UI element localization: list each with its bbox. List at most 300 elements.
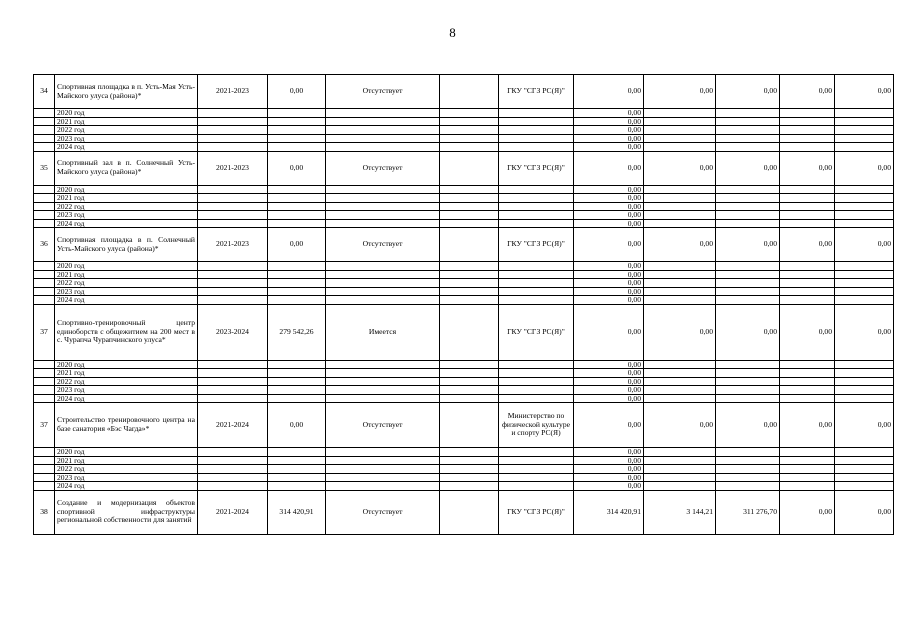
empty-cell (644, 287, 716, 296)
empty-cell (34, 262, 55, 271)
year-row (34, 448, 894, 457)
empty-cell (326, 143, 440, 152)
empty-cell (644, 262, 716, 271)
year-total: 0,00 (574, 456, 644, 465)
empty-cell (780, 211, 835, 220)
empty-cell (499, 369, 574, 378)
empty-cell (780, 109, 835, 118)
empty-cell (835, 262, 894, 271)
empty-cell (198, 386, 268, 395)
period-cell: 2021-2023 (198, 228, 268, 262)
empty-cell (268, 219, 326, 228)
value-cell: 0,00 (780, 75, 835, 109)
year-row (34, 134, 894, 143)
empty-cell (644, 473, 716, 482)
empty-cell (716, 386, 780, 395)
empty-cell (835, 109, 894, 118)
object-name: Спортивный зал в п. Солнечный Усть-Майского улуса (района)* (55, 151, 198, 185)
row-number: 34 (34, 75, 55, 109)
empty-cell (326, 456, 440, 465)
table-row (34, 490, 894, 534)
empty-cell (716, 117, 780, 126)
empty-cell (326, 194, 440, 203)
value-cell: 0,00 (835, 75, 894, 109)
empty-cell (499, 394, 574, 403)
year-total: 0,00 (574, 143, 644, 152)
cost-cell: 0,00 (268, 75, 326, 109)
empty-cell (440, 369, 499, 378)
empty-cell (780, 117, 835, 126)
year-total: 0,00 (574, 369, 644, 378)
customer-cell: ГКУ "СГЗ РС(Я)" (499, 151, 574, 185)
empty-cell (716, 360, 780, 369)
empty-cell (780, 270, 835, 279)
year-row (34, 386, 894, 395)
row-number: 37 (34, 304, 55, 360)
empty-cell (34, 211, 55, 220)
empty-cell (198, 296, 268, 305)
empty-cell (835, 377, 894, 386)
empty-cell (644, 194, 716, 203)
empty-cell (326, 270, 440, 279)
cost-cell: 314 420,91 (268, 490, 326, 534)
empty-cell (440, 194, 499, 203)
year-row (34, 377, 894, 386)
empty-cell (499, 465, 574, 474)
empty-cell (268, 386, 326, 395)
empty-cell (835, 482, 894, 491)
empty-cell (34, 448, 55, 457)
empty-cell (499, 194, 574, 203)
empty-cell (499, 117, 574, 126)
empty-cell (440, 143, 499, 152)
empty-cell (34, 369, 55, 378)
empty-cell (440, 482, 499, 491)
value-cell: 0,00 (716, 75, 780, 109)
year-row (34, 202, 894, 211)
empty-cell (716, 143, 780, 152)
year-label: 2021 год (55, 270, 198, 279)
empty-cell (440, 185, 499, 194)
empty-cell (499, 211, 574, 220)
empty-cell (440, 456, 499, 465)
year-row (34, 126, 894, 135)
object-name: Спортивно-тренировочный центр единоборств с общежитием на 200 мест в с. Чурапча Чурапчинского улуса* (55, 304, 198, 360)
empty-cell (716, 473, 780, 482)
row-number: 36 (34, 228, 55, 262)
empty-cell (34, 482, 55, 491)
year-row (34, 473, 894, 482)
year-row (34, 287, 894, 296)
empty-cell (835, 394, 894, 403)
empty-cell (268, 456, 326, 465)
period-cell: 2021-2024 (198, 403, 268, 448)
empty-cell (34, 296, 55, 305)
empty-cell (780, 296, 835, 305)
empty-cell (644, 134, 716, 143)
empty-cell (34, 377, 55, 386)
page-number: 8 (449, 25, 456, 40)
empty-cell (198, 287, 268, 296)
empty-cell (780, 185, 835, 194)
empty-cell (34, 126, 55, 135)
year-total: 0,00 (574, 109, 644, 118)
empty-cell (198, 377, 268, 386)
empty-cell (716, 279, 780, 288)
year-row (34, 369, 894, 378)
year-total: 0,00 (574, 377, 644, 386)
empty-cell (326, 202, 440, 211)
empty-cell (440, 262, 499, 271)
empty-cell (440, 202, 499, 211)
empty-cell (780, 377, 835, 386)
empty-cell (716, 211, 780, 220)
empty-cell (326, 126, 440, 135)
empty-cell (644, 296, 716, 305)
empty-cell (198, 270, 268, 279)
empty-cell (440, 117, 499, 126)
empty-cell (644, 270, 716, 279)
empty-cell (198, 456, 268, 465)
empty-cell (835, 287, 894, 296)
empty-cell (644, 126, 716, 135)
empty-cell (198, 211, 268, 220)
empty-cell (716, 185, 780, 194)
year-row (34, 296, 894, 305)
table-row (34, 151, 894, 185)
empty-cell (644, 185, 716, 194)
empty-cell (835, 369, 894, 378)
empty-cell (780, 456, 835, 465)
empty-cell (326, 473, 440, 482)
empty-cell (780, 482, 835, 491)
empty-cell (34, 109, 55, 118)
empty-cell (34, 287, 55, 296)
object-name: Спортивная площадка в п. Солнечный Усть-Майского улуса (района)* (55, 228, 198, 262)
customer-cell: ГКУ "СГЗ РС(Я)" (499, 228, 574, 262)
empty-cell (835, 448, 894, 457)
empty-cell (198, 262, 268, 271)
status-cell: Имеется (326, 304, 440, 360)
empty-cell (835, 386, 894, 395)
empty-cell (268, 109, 326, 118)
empty-cell (644, 143, 716, 152)
empty-cell (326, 369, 440, 378)
empty-cell (835, 143, 894, 152)
empty-cell (835, 117, 894, 126)
year-total: 0,00 (574, 117, 644, 126)
period-cell: 2023-2024 (198, 304, 268, 360)
empty-cell (268, 270, 326, 279)
empty-cell (326, 386, 440, 395)
empty-cell (499, 448, 574, 457)
empty-cell (499, 287, 574, 296)
empty-cell (268, 394, 326, 403)
value-cell: 0,00 (644, 403, 716, 448)
empty-cell (644, 386, 716, 395)
empty-cell (326, 287, 440, 296)
empty-cell (499, 482, 574, 491)
empty-cell (440, 219, 499, 228)
empty-cell (716, 219, 780, 228)
empty-cell (835, 194, 894, 203)
status-cell: Отсутствует (326, 151, 440, 185)
value-cell: 0,00 (835, 490, 894, 534)
empty-cell (34, 219, 55, 228)
empty-cell (499, 279, 574, 288)
empty-cell (644, 360, 716, 369)
value-cell: 0,00 (716, 403, 780, 448)
year-label: 2024 год (55, 296, 198, 305)
status-cell: Отсутствует (326, 403, 440, 448)
empty-cell (716, 262, 780, 271)
year-total: 0,00 (574, 202, 644, 211)
empty-cell (268, 360, 326, 369)
empty-cell (34, 134, 55, 143)
empty-cell (716, 394, 780, 403)
empty-cell (716, 194, 780, 203)
year-total: 0,00 (574, 279, 644, 288)
customer-cell: ГКУ "СГЗ РС(Я)" (499, 304, 574, 360)
empty-cell (440, 448, 499, 457)
value-cell: 0,00 (780, 490, 835, 534)
table-row (34, 403, 894, 448)
empty-cell (326, 448, 440, 457)
empty-cell (835, 211, 894, 220)
year-total: 0,00 (574, 473, 644, 482)
total-cell: 0,00 (574, 75, 644, 109)
status-cell: Отсутствует (326, 75, 440, 109)
empty-cell (326, 360, 440, 369)
empty-cell (440, 134, 499, 143)
empty-cell (34, 117, 55, 126)
cost-cell: 279 542,26 (268, 304, 326, 360)
year-row (34, 219, 894, 228)
blank-cell (440, 490, 499, 534)
year-row (34, 270, 894, 279)
status-cell: Отсутствует (326, 490, 440, 534)
value-cell: 0,00 (644, 228, 716, 262)
empty-cell (780, 386, 835, 395)
empty-cell (440, 386, 499, 395)
empty-cell (198, 143, 268, 152)
period-cell: 2021-2024 (198, 490, 268, 534)
year-total: 0,00 (574, 386, 644, 395)
year-row (34, 279, 894, 288)
empty-cell (780, 219, 835, 228)
customer-cell: ГКУ "СГЗ РС(Я)" (499, 75, 574, 109)
value-cell: 0,00 (780, 151, 835, 185)
empty-cell (499, 109, 574, 118)
year-total: 0,00 (574, 211, 644, 220)
empty-cell (499, 185, 574, 194)
year-label: 2021 год (55, 194, 198, 203)
year-row (34, 262, 894, 271)
empty-cell (440, 270, 499, 279)
empty-cell (440, 296, 499, 305)
empty-cell (34, 360, 55, 369)
empty-cell (835, 473, 894, 482)
empty-cell (34, 185, 55, 194)
empty-cell (326, 394, 440, 403)
object-name: Спортивная площадка в п. Усть-Мая Усть-Майского улуса (района)* (55, 75, 198, 109)
year-label: 2020 год (55, 185, 198, 194)
empty-cell (198, 219, 268, 228)
empty-cell (780, 262, 835, 271)
year-row (34, 465, 894, 474)
year-total: 0,00 (574, 134, 644, 143)
empty-cell (268, 369, 326, 378)
empty-cell (644, 377, 716, 386)
customer-cell: ГКУ "СГЗ РС(Я)" (499, 490, 574, 534)
empty-cell (644, 117, 716, 126)
empty-cell (644, 202, 716, 211)
empty-cell (780, 369, 835, 378)
blank-cell (440, 304, 499, 360)
empty-cell (268, 143, 326, 152)
blank-cell (440, 403, 499, 448)
value-cell: 0,00 (716, 228, 780, 262)
empty-cell (268, 482, 326, 491)
empty-cell (440, 109, 499, 118)
empty-cell (268, 211, 326, 220)
empty-cell (440, 279, 499, 288)
empty-cell (716, 369, 780, 378)
year-label: 2024 год (55, 143, 198, 152)
empty-cell (499, 386, 574, 395)
year-label: 2022 год (55, 377, 198, 386)
year-label: 2023 год (55, 134, 198, 143)
year-total: 0,00 (574, 465, 644, 474)
empty-cell (716, 126, 780, 135)
empty-cell (326, 109, 440, 118)
customer-cell: Министерство по физической культуре и спорту РС(Я) (499, 403, 574, 448)
empty-cell (198, 134, 268, 143)
empty-cell (835, 465, 894, 474)
total-cell: 0,00 (574, 304, 644, 360)
year-total: 0,00 (574, 126, 644, 135)
empty-cell (780, 465, 835, 474)
empty-cell (499, 143, 574, 152)
empty-cell (780, 448, 835, 457)
year-row (34, 185, 894, 194)
empty-cell (716, 448, 780, 457)
empty-cell (835, 185, 894, 194)
empty-cell (326, 211, 440, 220)
year-label: 2020 год (55, 360, 198, 369)
empty-cell (268, 194, 326, 203)
value-cell: 0,00 (780, 228, 835, 262)
empty-cell (198, 394, 268, 403)
empty-cell (326, 134, 440, 143)
value-cell: 3 144,21 (644, 490, 716, 534)
empty-cell (268, 117, 326, 126)
empty-cell (644, 482, 716, 491)
empty-cell (198, 465, 268, 474)
value-cell: 0,00 (835, 228, 894, 262)
empty-cell (499, 360, 574, 369)
year-row (34, 211, 894, 220)
empty-cell (268, 287, 326, 296)
year-row (34, 456, 894, 465)
empty-cell (198, 482, 268, 491)
empty-cell (835, 134, 894, 143)
year-label: 2022 год (55, 279, 198, 288)
empty-cell (644, 369, 716, 378)
year-row (34, 360, 894, 369)
empty-cell (268, 377, 326, 386)
empty-cell (499, 262, 574, 271)
year-total: 0,00 (574, 482, 644, 491)
year-label: 2023 год (55, 473, 198, 482)
year-total: 0,00 (574, 448, 644, 457)
period-cell: 2021-2023 (198, 151, 268, 185)
year-label: 2022 год (55, 465, 198, 474)
empty-cell (644, 211, 716, 220)
empty-cell (716, 270, 780, 279)
value-cell: 0,00 (716, 151, 780, 185)
empty-cell (835, 126, 894, 135)
empty-cell (780, 126, 835, 135)
year-total: 0,00 (574, 219, 644, 228)
value-cell: 0,00 (835, 403, 894, 448)
empty-cell (835, 270, 894, 279)
empty-cell (835, 456, 894, 465)
empty-cell (34, 143, 55, 152)
year-label: 2020 год (55, 262, 198, 271)
empty-cell (198, 194, 268, 203)
empty-cell (644, 448, 716, 457)
blank-cell (440, 228, 499, 262)
object-name: Строительство тренировочного центра на базе санатория «Бэс Чагда»* (55, 403, 198, 448)
empty-cell (440, 473, 499, 482)
empty-cell (499, 377, 574, 386)
year-total: 0,00 (574, 194, 644, 203)
empty-cell (440, 394, 499, 403)
empty-cell (644, 394, 716, 403)
cost-cell: 0,00 (268, 403, 326, 448)
empty-cell (268, 126, 326, 135)
empty-cell (499, 219, 574, 228)
empty-cell (499, 134, 574, 143)
empty-cell (440, 287, 499, 296)
year-total: 0,00 (574, 270, 644, 279)
empty-cell (440, 377, 499, 386)
empty-cell (835, 202, 894, 211)
table-row (34, 75, 894, 109)
blank-cell (440, 151, 499, 185)
value-cell: 0,00 (644, 151, 716, 185)
row-number: 37 (34, 403, 55, 448)
empty-cell (499, 473, 574, 482)
year-total: 0,00 (574, 185, 644, 194)
empty-cell (780, 194, 835, 203)
empty-cell (644, 219, 716, 228)
year-label: 2020 год (55, 109, 198, 118)
year-row (34, 117, 894, 126)
total-cell: 0,00 (574, 403, 644, 448)
table-row (34, 228, 894, 262)
empty-cell (198, 185, 268, 194)
empty-cell (268, 465, 326, 474)
value-cell: 0,00 (644, 75, 716, 109)
empty-cell (326, 377, 440, 386)
year-label: 2021 год (55, 369, 198, 378)
empty-cell (780, 473, 835, 482)
empty-cell (198, 279, 268, 288)
empty-cell (34, 202, 55, 211)
empty-cell (268, 448, 326, 457)
